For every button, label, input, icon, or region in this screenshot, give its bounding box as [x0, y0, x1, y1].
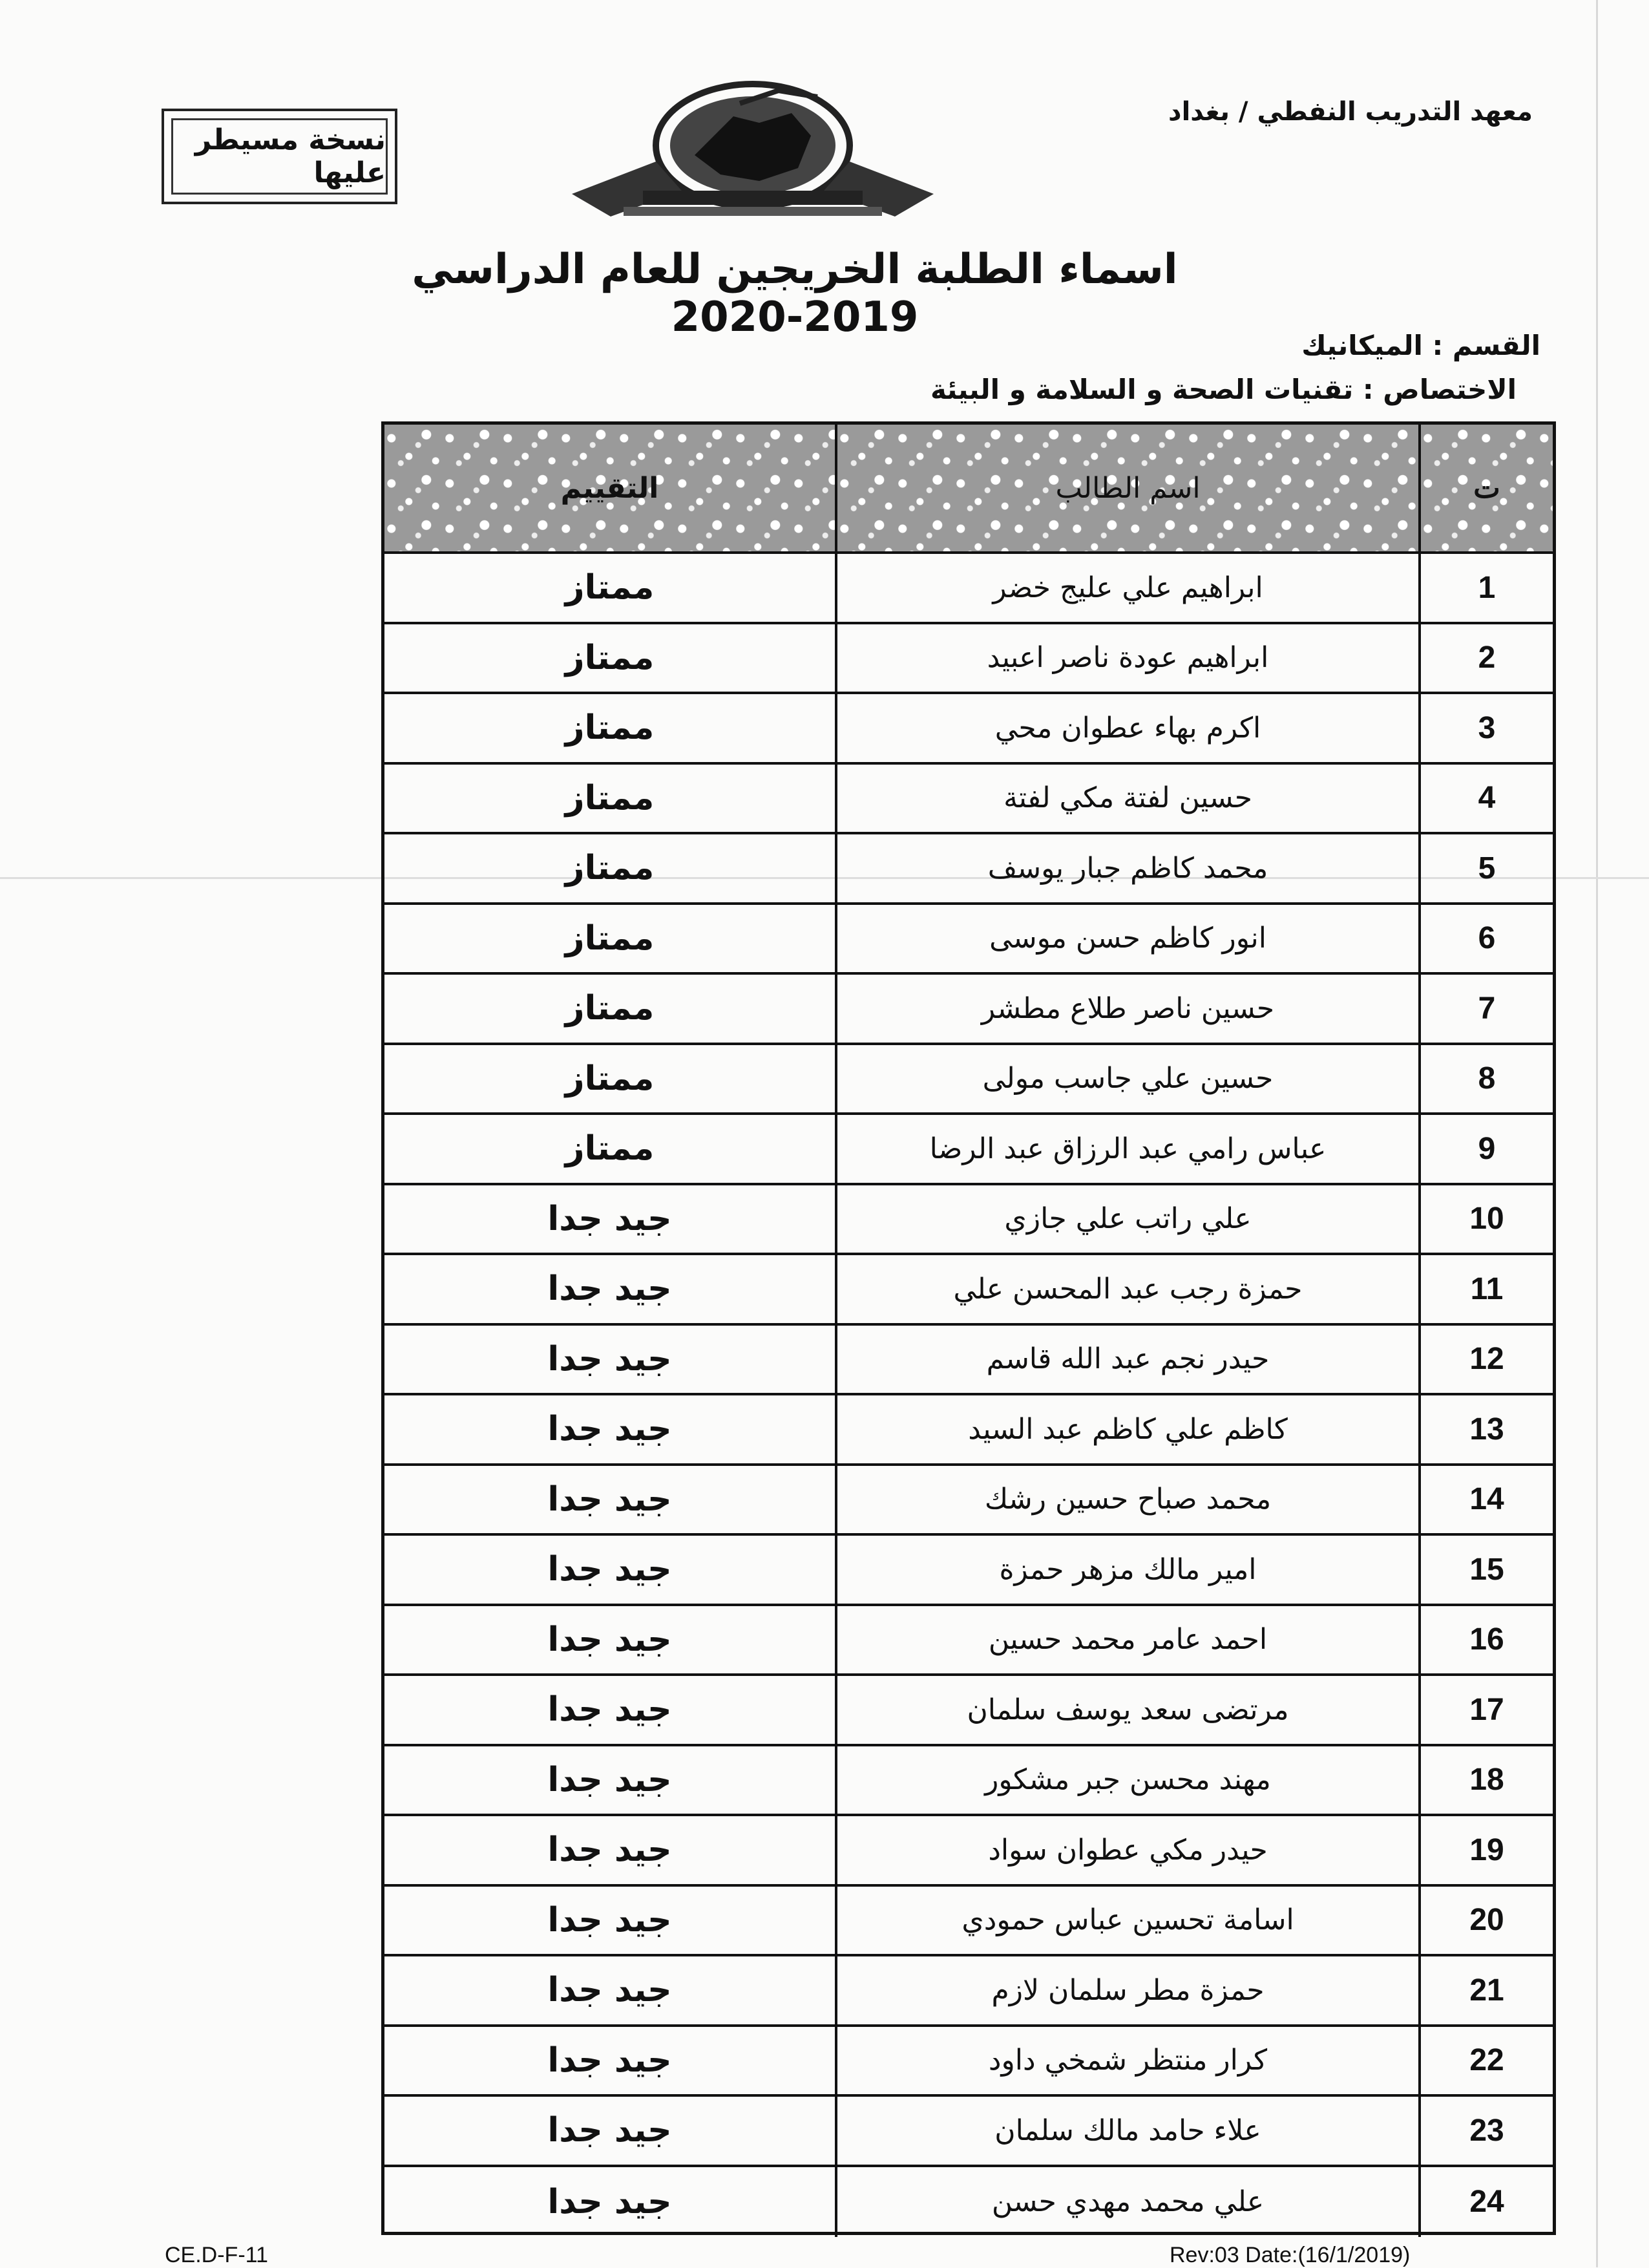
table-row	[384, 1326, 1553, 1396]
row-number: 9	[1418, 1115, 1553, 1183]
grade: ممتاز	[565, 849, 655, 888]
table-row	[384, 624, 1553, 695]
table-row	[384, 1887, 1553, 1957]
table-row	[384, 1956, 1553, 2027]
row-number: 7	[1418, 975, 1553, 1043]
table-row	[384, 1255, 1553, 1326]
table-row	[384, 694, 1553, 765]
student-name: كرار منتظر شمخي داود	[835, 2027, 1418, 2095]
table-row	[384, 2097, 1553, 2167]
stamp-label: نسخة مسيطر عليها	[171, 118, 388, 195]
grade: جيد جدا	[547, 1971, 672, 2010]
column-header-number: ت	[1418, 425, 1553, 551]
row-number: 22	[1418, 2027, 1553, 2095]
row-number: 15	[1418, 1536, 1553, 1604]
student-name: محمد صباح حسين رشك	[835, 1466, 1418, 1534]
table-row	[384, 905, 1553, 975]
page-edge	[1596, 0, 1598, 2267]
student-name: احمد عامر محمد حسين	[835, 1606, 1418, 1674]
table-row	[384, 1466, 1553, 1536]
row-number: 21	[1418, 1956, 1553, 2024]
revision-info: Rev:03 Date:(16/1/2019)	[1170, 2243, 1411, 2267]
column-header-grade: التقييم	[384, 425, 835, 551]
student-name: مرتضى سعد يوسف سلمان	[835, 1676, 1418, 1744]
grade: ممتاز	[565, 989, 655, 1028]
grade: ممتاز	[565, 708, 655, 748]
student-name: اسامة تحسين عباس حمودي	[835, 1887, 1418, 1955]
document-title: اسماء الطلبة الخريجين للعام الدراسي 2019-2020	[412, 246, 1178, 341]
grade: جيد جدا	[547, 1550, 672, 1589]
grade: ممتاز	[565, 568, 655, 608]
grade: ممتاز	[565, 638, 655, 677]
graduates-table	[381, 421, 1556, 2235]
grade: جيد جدا	[547, 2111, 672, 2150]
row-number: 17	[1418, 1676, 1553, 1744]
table-row	[384, 1816, 1553, 1887]
student-name: كاظم علي كاظم عبد السيد	[835, 1395, 1418, 1463]
row-number: 12	[1418, 1326, 1553, 1394]
grade: جيد جدا	[547, 1479, 672, 1519]
row-number: 10	[1418, 1185, 1553, 1253]
row-number: 3	[1418, 694, 1553, 762]
row-number: 18	[1418, 1746, 1553, 1814]
table-row	[384, 1746, 1553, 1817]
student-name: امير مالك مزهر حمزة	[835, 1536, 1418, 1604]
table-row	[384, 1536, 1553, 1606]
student-name: حسين لفتة مكي لفتة	[835, 765, 1418, 832]
institute-logo	[546, 78, 960, 226]
column-header-student-name: اسم الطالب	[835, 425, 1418, 551]
student-name: انور كاظم حسن موسى	[835, 905, 1418, 973]
row-number: 13	[1418, 1395, 1553, 1463]
student-name: اكرم بهاء عطوان محي	[835, 694, 1418, 762]
grade: ممتاز	[565, 1059, 655, 1098]
table-row	[384, 1676, 1553, 1746]
grade: جيد جدا	[547, 1620, 672, 1659]
student-name: ابراهيم علي عليج خضر	[835, 554, 1418, 622]
student-name: حمزة رجب عبد المحسن علي	[835, 1255, 1418, 1323]
department-label: القسم : الميكانيك	[1301, 330, 1540, 361]
student-name: حيدر نجم عبد الله قاسم	[835, 1326, 1418, 1394]
table-row	[384, 834, 1553, 905]
student-name: حسين علي جاسب مولى	[835, 1045, 1418, 1113]
table-row	[384, 2167, 1553, 2238]
table-row	[384, 975, 1553, 1045]
table-row	[384, 554, 1553, 624]
row-number: 24	[1418, 2167, 1553, 2238]
row-number: 23	[1418, 2097, 1553, 2165]
grade: جيد جدا	[547, 1339, 672, 1379]
grade: جيد جدا	[547, 1199, 672, 1238]
row-number: 19	[1418, 1816, 1553, 1884]
student-name: علاء حامد مالك سلمان	[835, 2097, 1418, 2165]
student-name: محمد كاظم جبار يوسف	[835, 834, 1418, 902]
student-name: حيدر مكي عطوان سواد	[835, 1816, 1418, 1884]
form-code: CE.D-F-11	[165, 2243, 268, 2267]
row-number: 5	[1418, 834, 1553, 902]
grade: جيد جدا	[547, 1269, 672, 1309]
table-row	[384, 1395, 1553, 1466]
table-header-row	[384, 425, 1553, 554]
grade: جيد جدا	[547, 1760, 672, 1799]
student-name: حسين ناصر طلاع مطشر	[835, 975, 1418, 1043]
institute-name: معهد التدريب النفطي / بغداد	[1168, 97, 1533, 127]
table-row	[384, 765, 1553, 835]
row-number: 20	[1418, 1887, 1553, 1955]
grade: جيد جدا	[547, 1830, 672, 1870]
student-name: ابراهيم عودة ناصر اعبيد	[835, 624, 1418, 692]
table-row	[384, 1606, 1553, 1677]
student-name: عباس رامي عبد الرزاق عبد الرضا	[835, 1115, 1418, 1183]
student-name: علي محمد مهدي حسن	[835, 2167, 1418, 2238]
table-row	[384, 2027, 1553, 2097]
table-row	[384, 1115, 1553, 1185]
row-number: 14	[1418, 1466, 1553, 1534]
student-name: حمزة مطر سلمان لازم	[835, 1956, 1418, 2024]
grade: جيد جدا	[547, 1900, 672, 1940]
student-name: علي راتب علي جازي	[835, 1185, 1418, 1253]
grade: جيد جدا	[547, 2040, 672, 2080]
table-row	[384, 1185, 1553, 1256]
grade: جيد جدا	[547, 1690, 672, 1730]
controlled-copy-stamp	[162, 109, 397, 204]
row-number: 4	[1418, 765, 1553, 832]
row-number: 1	[1418, 554, 1553, 622]
grade: جيد جدا	[547, 1410, 672, 1449]
row-number: 16	[1418, 1606, 1553, 1674]
row-number: 8	[1418, 1045, 1553, 1113]
grade: ممتاز	[565, 778, 655, 818]
grade: ممتاز	[565, 918, 655, 958]
row-number: 11	[1418, 1255, 1553, 1323]
table-row	[384, 1045, 1553, 1116]
specialization-label: الاختصاص : تقنيات الصحة و السلامة و البيئة	[930, 374, 1517, 405]
row-number: 6	[1418, 905, 1553, 973]
row-number: 2	[1418, 624, 1553, 692]
grade: جيد جدا	[547, 2182, 672, 2221]
grade: ممتاز	[565, 1129, 655, 1169]
student-name: مهند محسن جبر مشكور	[835, 1746, 1418, 1814]
